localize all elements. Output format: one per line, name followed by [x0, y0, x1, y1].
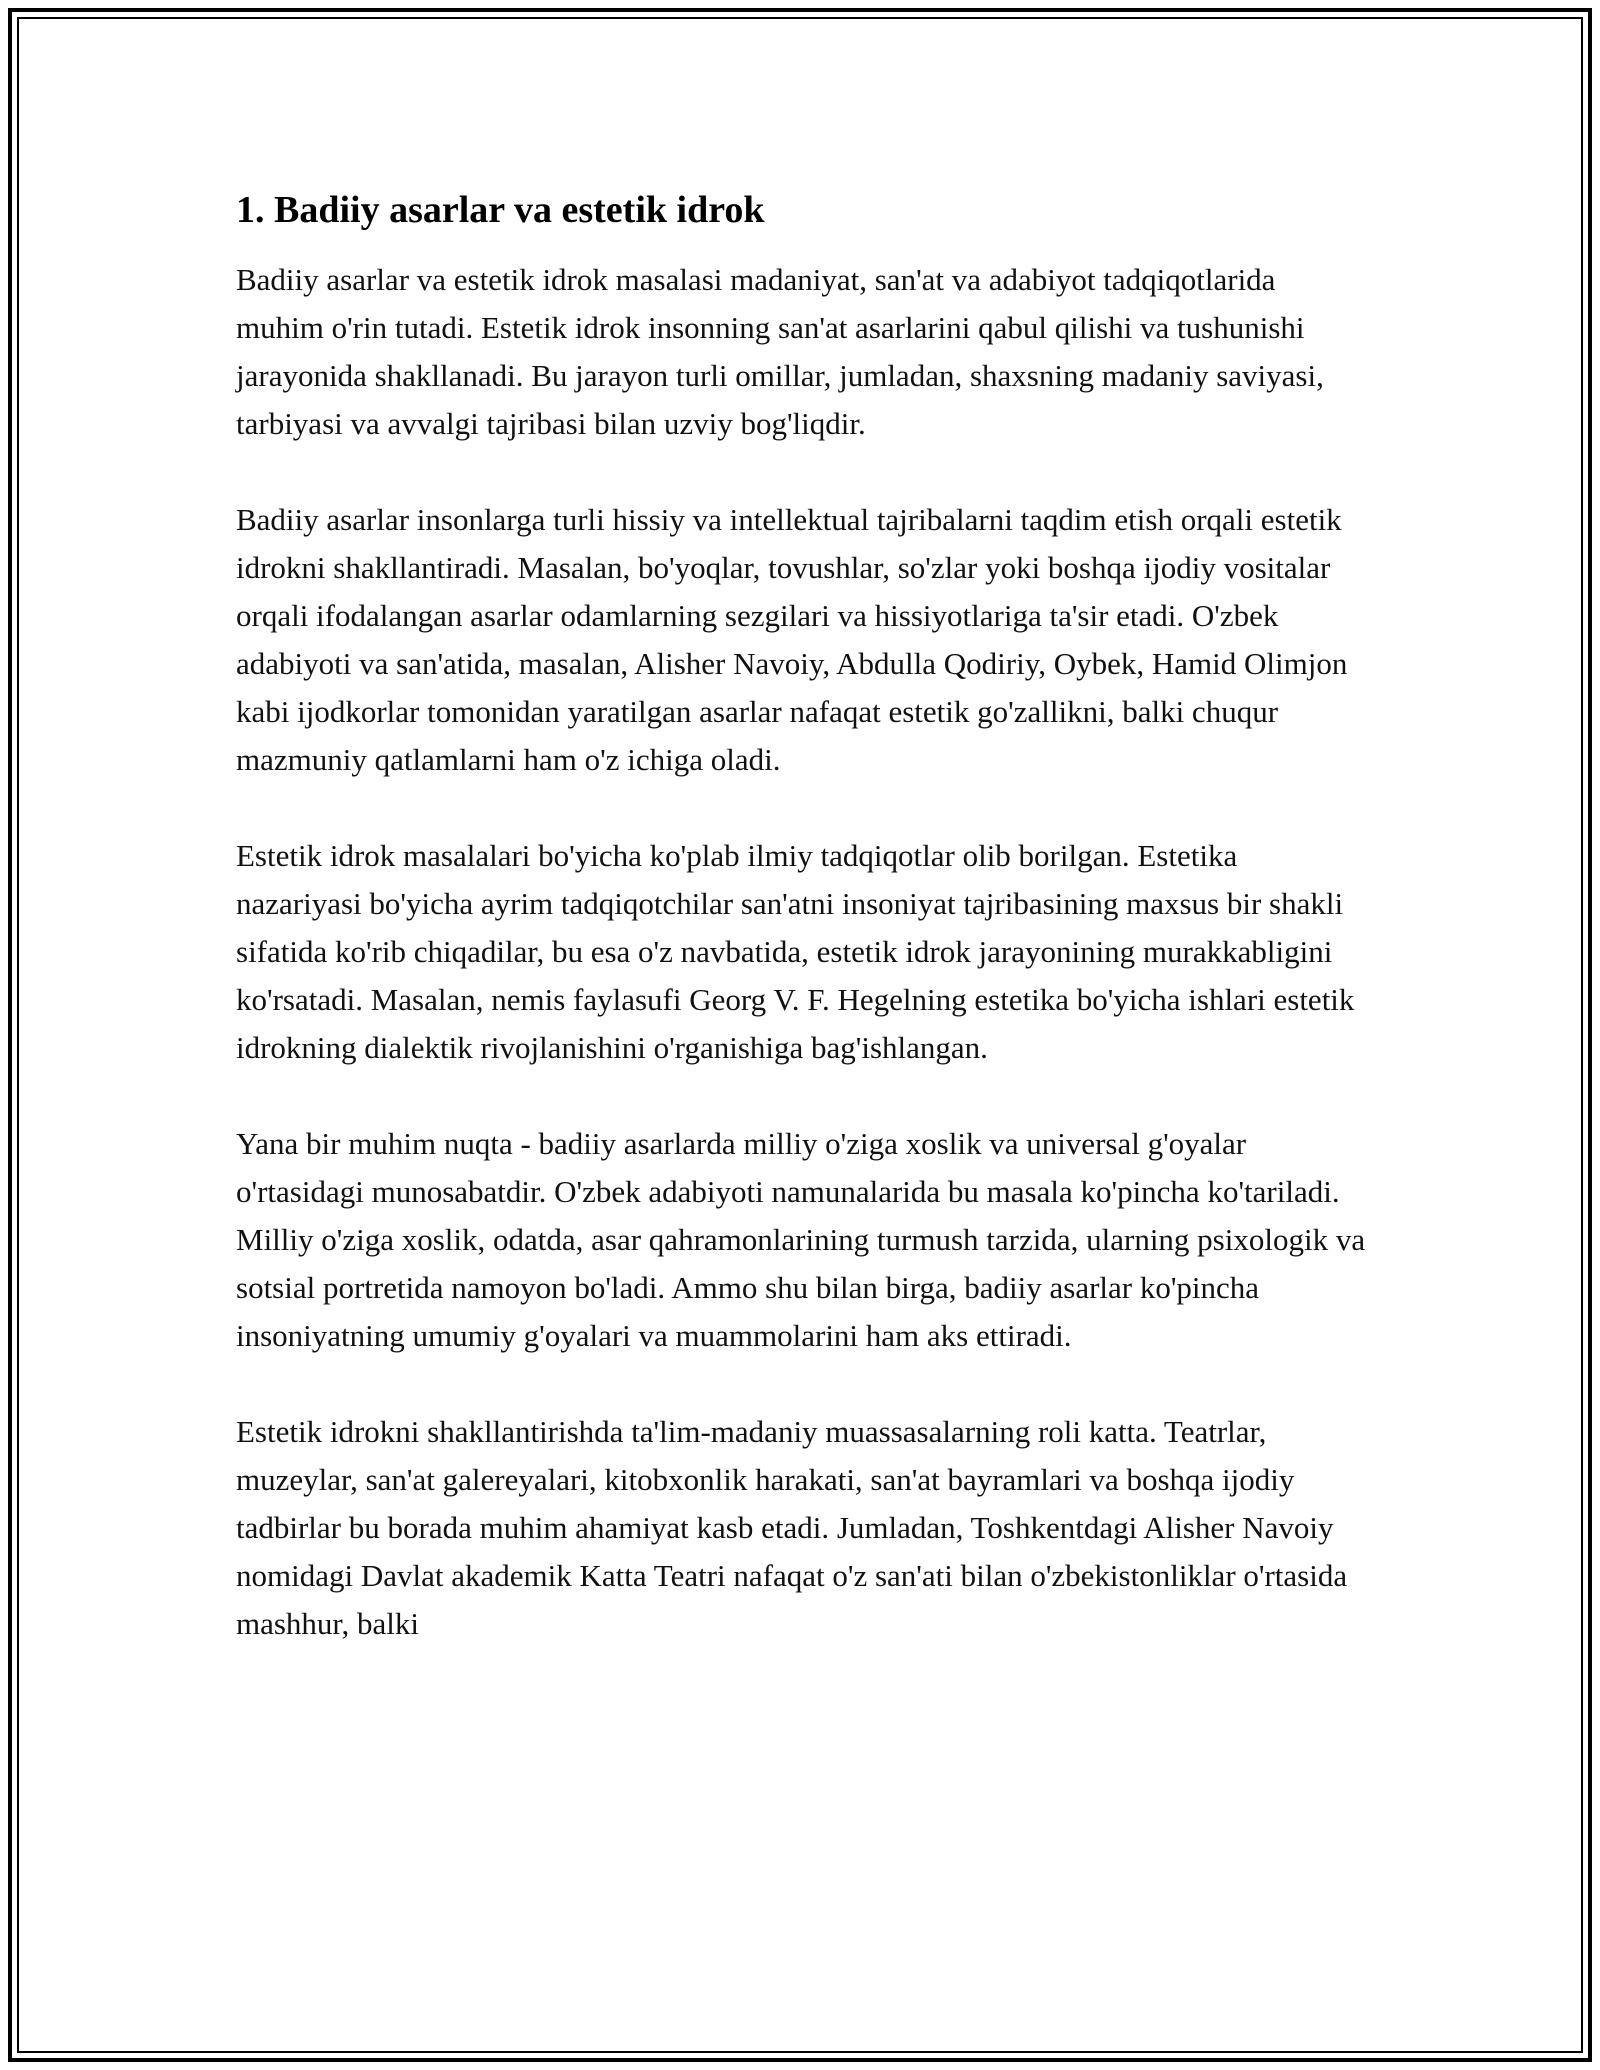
paragraph-1: Badiiy asarlar va estetik idrok masalasi madaniyat, san'at va adabiyot tadqiqotlarida muhim o'rin tutadi. Estetik idrok insonning san'at asarlarini qabul qilishi va tushunishi jarayonida shakllanadi. Bu jarayon turli omillar, jumladan, shaxsning madaniy saviyasi, tarbiyasi va avvalgi tajribasi bilan uzviy bog'liqdir.	[236, 262, 1324, 441]
paragraph-2: Badiiy asarlar insonlarga turli hissiy va intellektual tajribalarni taqdim etish orqali estetik idrokni shakllantiradi. Masalan, bo'yoqlar, tovushlar, so'zlar yoki boshqa ijodiy vositalar orqali ifodalangan asarlar odamlarning sezgilari va hissiyotlariga ta'sir etadi. O'zbek adabiyoti va san'atida, masalan, Alisher Navoiy, Abdulla Qodiriy, Oybek, Hamid Olimjon kabi ijodkorlar tomonidan yaratilgan asarlar nafaqat estetik go'zallikni, balki chuqur mazmuniy qatlamlarni ham o'z ichiga oladi.	[236, 502, 1348, 777]
paragraph-4: Yana bir muhim nuqta - badiiy asarlarda milliy o'ziga xoslik va universal g'oyalar o'rtasidagi munosabatdir. O'zbek adabiyoti namunalarida bu masala ko'pincha ko'tariladi. Milliy o'ziga xoslik, odatda, asar qahramonlarining turmush tarzida, ularning psixologik va sotsial portretida namoyon bo'ladi. Ammo shu bilan birga, badiiy asarlar ko'pincha insoniyatning umumiy g'oyalari va muammolarini ham aks ettiradi.	[236, 1126, 1366, 1353]
section-heading: 1. Badiiy asarlar va estetik idrok	[236, 189, 765, 231]
paragraph-5: Estetik idrokni shakllantirishda ta'lim-madaniy muassasalarning roli katta. Teatrlar, muzeylar, san'at galereyalari, kitobxonlik harakati, san'at bayramlari va boshqa ijodiy tadbirlar bu borada muhim ahamiyat kasb etadi. Jumladan, Toshkentdagi Alisher Navoiy nomidagi Davlat akademik Katta Teatri nafaqat o'z san'ati bilan o'zbekistonliklar o'rtasida mashhur, balki	[236, 1414, 1348, 1641]
paragraph-3: Estetik idrok masalalari bo'yicha ko'plab ilmiy tadqiqotlar olib borilgan. Estetika nazariyasi bo'yicha ayrim tadqiqotchilar san'atni insoniyat tajribasining maxsus bir shakli sifatida ko'rib chiqadilar, bu esa o'z navbatida, estetik idrok jarayonining murakkabligini ko'rsatadi. Masalan, nemis faylasufi Georg V. F. Hegelning estetika bo'yicha ishlari estetik idrokning dialektik rivojlanishini o'rganishiga bag'ishlangan.	[236, 838, 1355, 1065]
document-body	[236, 186, 1366, 1648]
